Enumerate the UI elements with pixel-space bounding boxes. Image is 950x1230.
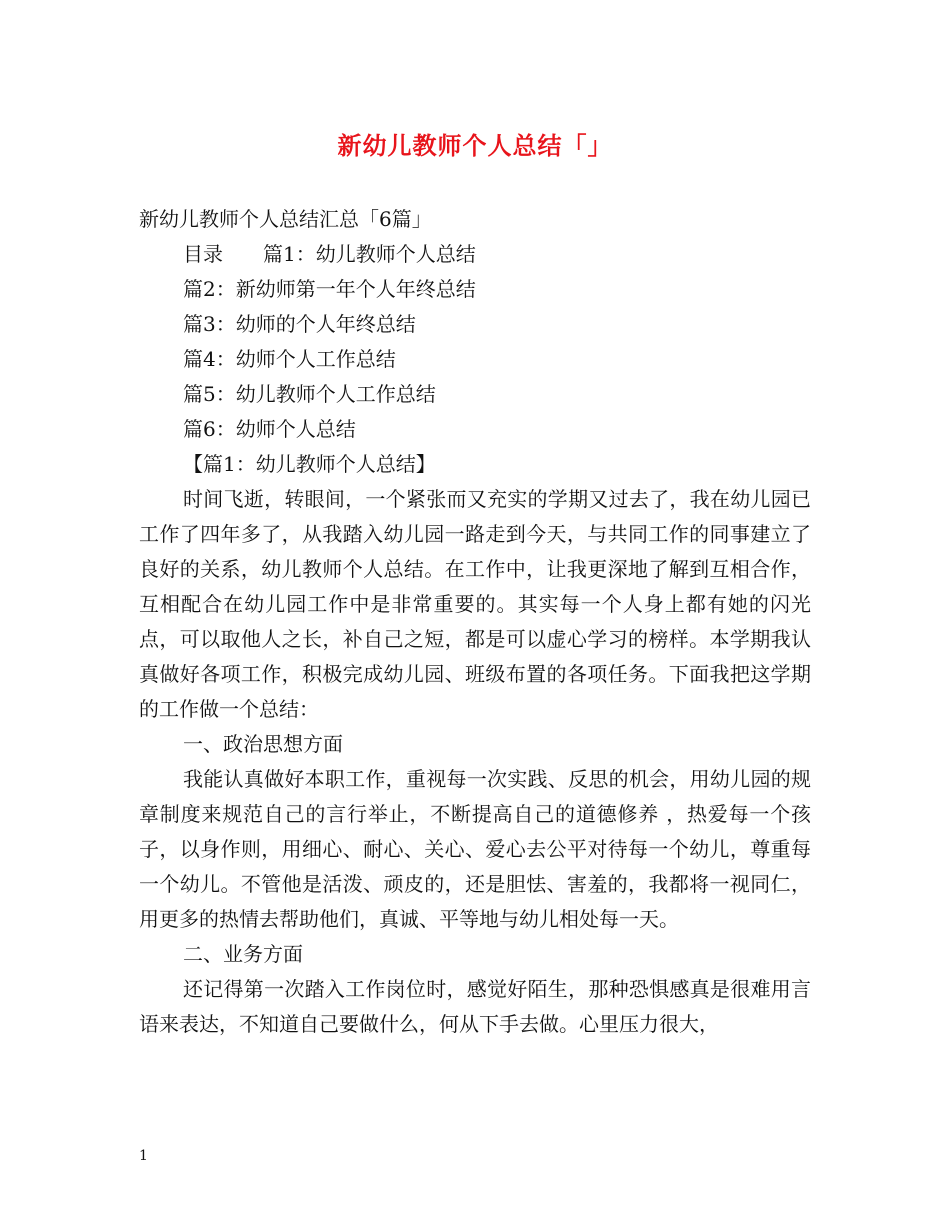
document-body <box>139 202 811 1042</box>
page-number: 1 <box>139 1148 148 1164</box>
toc-item: 篇4：幼师个人工作总结 <box>183 347 396 371</box>
body-paragraph: 还记得第一次踏入工作岗位时，感觉好陌生，那种恐惧感真是很难用言语来表达，不知道自己要做什么，何从下手去做。心里压力很大， <box>139 977 811 1036</box>
toc-item: 篇5：幼儿教师个人工作总结 <box>183 382 436 406</box>
toc-item: 篇1：幼儿教师个人总结 <box>263 242 476 266</box>
toc-item: 篇3：幼师的个人年终总结 <box>183 312 416 336</box>
section-heading: 【篇1：幼儿教师个人总结】 <box>183 452 436 476</box>
body-paragraph: 时间飞逝，转眼间，一个紧张而又充实的学期又过去了，我在幼儿园已工作了四年多了，从我踏入幼儿园一路走到今天，与共同工作的同事建立了良好的关系，幼儿教师个人总结。在工作中，让我更深地了解到互相合作，互相配合在幼儿园工作中是非常重要的。其实每一个人身上都有她的闪光点，可以取他人之长，补自己之短，都是可以虚心学习的榜样。本学期我认真做好各项工作，积极完成幼儿园、班级布置的各项任务。下面我把这学期的工作做一个总结： <box>139 487 811 721</box>
body-paragraph: 我能认真做好本职工作，重视每一次实践、反思的机会，用幼儿园的规章制度来规范自己的言行举止，不断提高自己的道德修养 ，热爱每一个孩子，以身作则，用细心、耐心、关心、爱心去公平对待每一个幼儿，尊重每一个幼儿。不管他是活泼、顽皮的，还是胆怯、害羞的，我都将一视同仁，用更多的热情去帮助他们，真诚、平等地与幼儿相处每一天。 <box>139 767 811 931</box>
toc-line-1 <box>139 237 811 272</box>
subsection-heading: 二、业务方面 <box>183 942 303 966</box>
toc-item: 篇6：幼师个人总结 <box>183 417 356 441</box>
toc-label: 目录 <box>183 242 223 266</box>
subsection-heading: 一、政治思想方面 <box>183 732 343 756</box>
toc-item: 篇2：新幼师第一年个人年终总结 <box>183 277 476 301</box>
document-title: 新幼儿教师个人总结「」 <box>337 131 613 160</box>
document-subtitle: 新幼儿教师个人总结汇总「6篇」 <box>139 207 432 231</box>
